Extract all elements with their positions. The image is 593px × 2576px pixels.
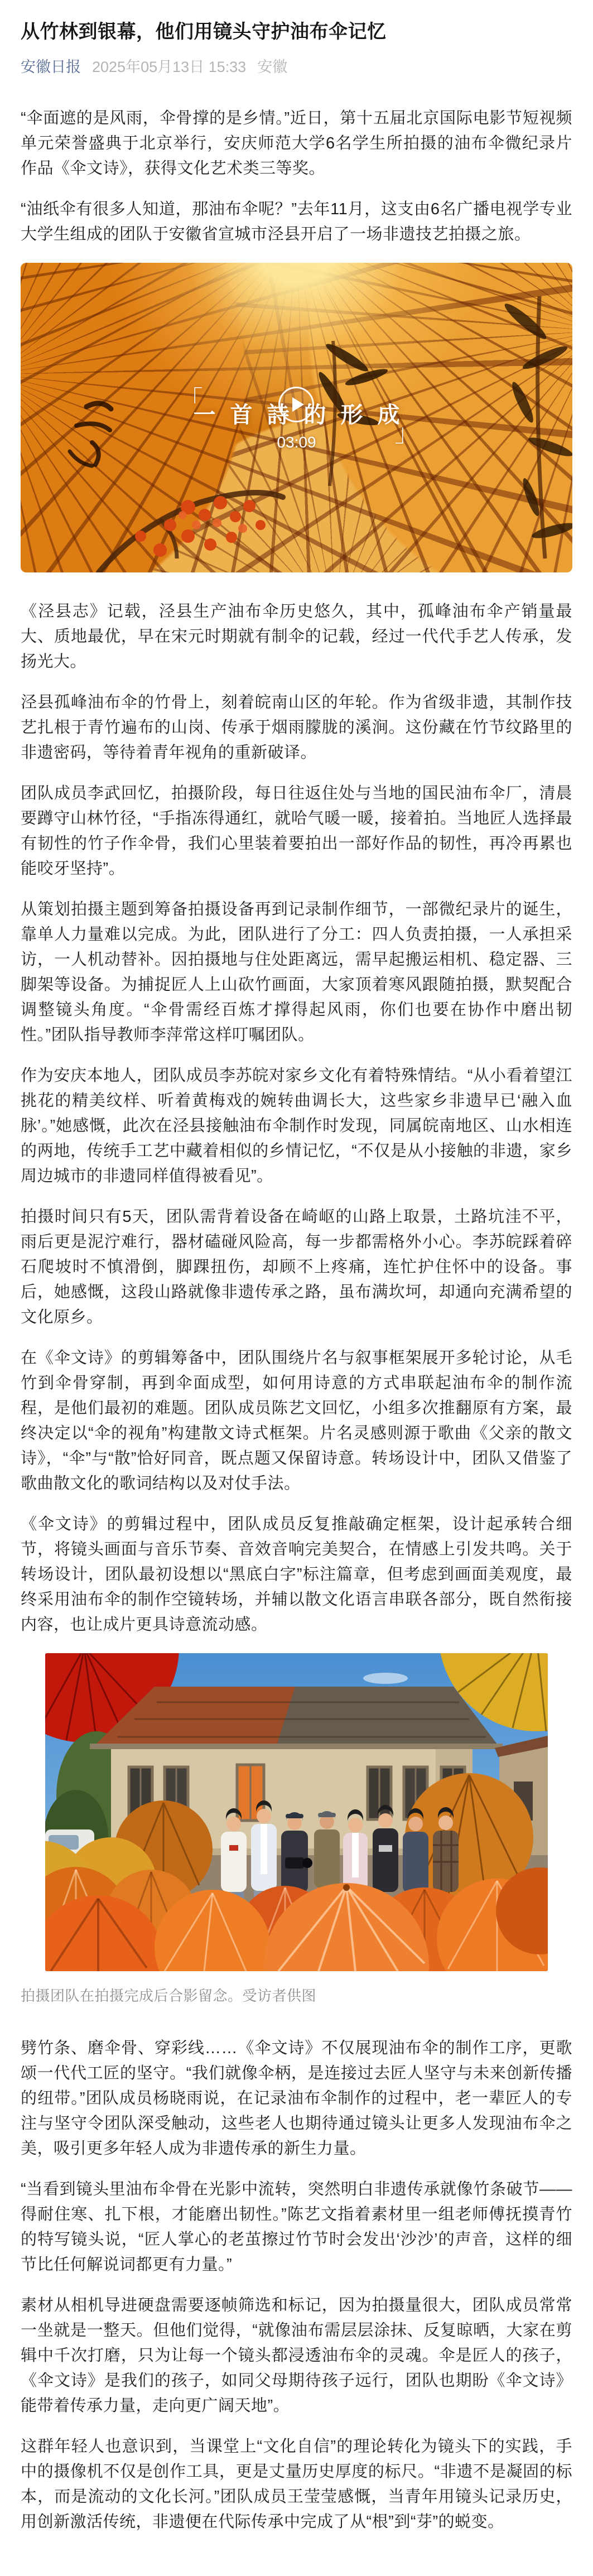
article-paragraph: 在《伞文诗》的剪辑筹备中，团队围绕片名与叙事框架展开多轮讨论，从毛竹到伞骨穿制，再到伞面成型，如何用诗意的方式串联起油布伞的制作流程，是他们最初的难题。团队成员陈艺文回忆，小组多次推翻原有方案，最终决定以“伞的视角”构建散文诗式框架。片名灵感则源于歌曲《父亲的散文诗》，“伞”与“散”恰好同音，既点题又保留诗意。转场设计中，团队又借鉴了歌曲散文化的歌词结构以及对仗手法。 (21, 1349, 572, 1492)
article-paragraph: “油纸伞有很多人知道，那油布伞呢？”去年11月，这支由6名广播电视学专业大学生组成的团队于安徽省宣城市泾县开启了一场非遗技艺拍摄之旅。 (21, 200, 572, 243)
article-paragraph: 泾县孤峰油布伞的竹骨上，刻着皖南山区的年轮。作为省级非遗，其制作技艺扎根于青竹遍布的山岗、传承于烟雨朦胧的溪涧。这份藏在竹节纹路里的非遗密码，等待着青年视角的重新破译。 (21, 694, 572, 762)
article-body (21, 106, 572, 2535)
video-title-overlay: 一首詩的形成 (193, 402, 414, 428)
byline (21, 56, 572, 78)
article-paragraph: “伞面遮的是风雨，伞骨撑的是乡情。”近日，第十五届北京国际电影节短视频单元荣誉盛典于北京举行，安庆师范大学6名学生所拍摄的油布伞微纪录片作品《伞文诗》，获得文化艺术类三等奖。 (21, 109, 572, 177)
video-title-bracket-close: 」 (394, 419, 420, 447)
video-title-bracket-open: 「 (178, 386, 203, 414)
article-paragraph: 这群年轻人也意识到，当课堂上“文化自信”的理论转化为镜头下的实践，手中的摄像机不仅是创作工具，更是丈量历史厚度的标尺。“非遗不是凝固的标本，而是流动的文化长河。”团队成员王莹莹感慨，当青年用镜头记录历史，用创新激活传统，非遗便在代际传承中完成了从“根”到“芽”的蜕变。 (21, 2438, 572, 2531)
article-paragraph: 从策划拍摄主题到筹备拍摄设备再到记录制作细节，一部微纪录片的诞生，靠单人力量难以完成。为此，团队进行了分工：四人负责拍摄，一人承担采访，一人机动替补。因拍摄地与住处距离远，需早起搬运相机、稳定器、三脚架等设备。为捕捉匠人上山砍竹画面，大家顶着寒风跟随拍摄，默契配合调整镜头角度。“伞骨需经百炼才撑得起风雨，你们也要在协作中磨出韧性。”团队指导教师李萍常这样叮嘱团队。 (21, 901, 572, 1044)
article-paragraph: 拍摄时间只有5天，团队需背着设备在崎岖的山路上取景，土路坑洼不平，雨后更是泥泞难行，器材磕碰风险高，每一步都需格外小心。李苏皖踩着碎石爬坡时不慎滑倒，脚踝扭伤，却顾不上疼痛，连忙护住怀中的设备。事后，她感慨，这段山路就像非遗传承之路，虽布满坎坷，却通向充满希望的文化原乡。 (21, 1208, 572, 1326)
article-paragraph: 劈竹条、磨伞骨、穿彩线……《伞文诗》不仅展现油布伞的制作工序，更歌颂一代代工匠的坚守。“我们就像伞柄，是连接过去匠人坚守与未来创新传播的纽带。”团队成员杨晓雨说，在记录油布伞制作的过程中，老一辈匠人的专注与坚守令团队深受触动，这些老人也期待通过镜头让更多人发现油布伞之美，吸引更多年轻人成为非遗传承的新生力量。 (21, 2039, 572, 2158)
play-triangle-icon (292, 397, 304, 412)
page-title: 从竹林到银幕，他们用镜头守护油布伞记忆 (21, 21, 387, 42)
publish-location: 安徽 (257, 59, 288, 75)
article-paragraph: 《泾县志》记载，泾县生产油布伞历史悠久，其中，孤峰油布伞产销量最大、质地最优，早在宋元时期就有制伞的记载，经过一代代手艺人传承，发扬光大。 (21, 603, 572, 671)
article-paragraph: 团队成员李武回忆，拍摄阶段，每日往返住处与当地的国民油布伞厂，清晨要蹲守山林竹径，“手指冻得通红，就哈气暖一暖，接着拍。当地匠人选择最有韧性的竹子作伞骨，我们心里装着要拍出一部好作品的韧性，再冷再累也能咬牙坚持”。 (21, 784, 572, 878)
article-paragraph: 《伞文诗》的剪辑过程中，团队成员反复推敲确定框架，设计起承转合细节，将镜头画面与音乐节奏、音效音响完美契合，在情感上引发共鸣。关于转场设计，团队最初设想以“黑底白字”标注篇章，但考虑到画面美观度，最终采用油布伞的制作空镜转场，并辅以散文化语言串联各部分，既自然衔接内容，也让成片更具诗意流动感。 (21, 1515, 572, 1634)
article-paragraph: 素材从相机导进硬盘需要逐帧筛选和标记，因为拍摄量很大，团队成员常常一坐就是一整天。但他们觉得，“就像油布需层层涂抹、反复晾晒，大家在剪辑中千次打磨，只为让每一个镜头都浸透油布伞的灵魂。伞是匠人的孩子，《伞文诗》是我们的孩子，如同父母期待孩子远行，团队也期盼《伞文诗》能带着传承力量，走向更广阔天地”。 (21, 2296, 572, 2415)
team-photo[interactable] (45, 1653, 548, 1971)
account-name-link[interactable]: 安徽日报 (21, 59, 81, 75)
team-photo-illustration (45, 1653, 548, 1971)
play-icon[interactable] (278, 387, 314, 422)
article-paragraph: “当看到镜头里油布伞骨在光影中流转，突然明白非遗传承就像竹条破节——得耐住寒、扎下根，才能磨出韧性。”陈艺文指着素材里一组老师傅抚摸青竹的特写镜头说，“匠人掌心的老茧擦过竹节时会发出‘沙沙’的声音，这样的细节比任何解说词都更有力量。” (21, 2180, 572, 2274)
article-paragraph: 作为安庆本地人，团队成员李苏皖对家乡文化有着特殊情结。“从小看着望江挑花的精美纹样、听着黄梅戏的婉转曲调长大，这些家乡非遗早已‘融入血脉’。”她感慨，此次在泾县接触油布伞制作时发现，同属皖南地区、山水相连的两地，传统手工艺中藏着相似的乡情记忆，“不仅是从小接触的非遗，家乡周边城市的非遗同样值得被看见”。 (21, 1067, 572, 1185)
video-duration: 03:09 (277, 434, 316, 451)
video-player-thumbnail[interactable] (21, 263, 572, 572)
publish-datetime: 2025年05月13日 15:33 (92, 59, 247, 75)
photo-caption: 拍摄团队在拍摄完成后合影留念。受访者供图 (21, 1987, 317, 2004)
